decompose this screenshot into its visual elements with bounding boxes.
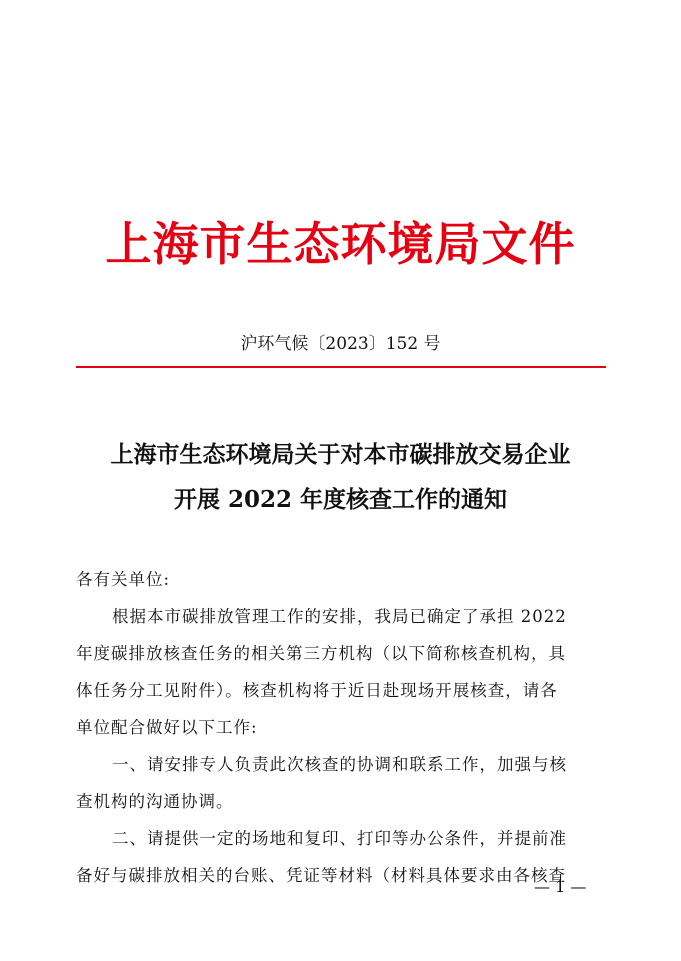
paragraph-1-line-3: 体任务分工见附件）。核查机构将于近日赴现场开展核查，请各 xyxy=(76,681,558,700)
notice-title-line-1: 上海市生态环境局关于对本市碳排放交易企业 xyxy=(110,441,571,468)
item-1-line-2: 查机构的沟通协调。 xyxy=(76,792,234,811)
document-number: 沪环气候〔2023〕152 号 xyxy=(240,334,441,354)
item-2-line-1: 二、请提供一定的场地和复印、打印等办公条件，并提前准 xyxy=(112,829,567,848)
notice-title-line-2: 开展 2022 年度核查工作的通知 xyxy=(173,486,508,513)
item-2-line-2: 备好与碳排放相关的台账、凭证等材料（材料具体要求由各核查 xyxy=(76,866,566,885)
paragraph-1-line-4: 单位配合做好以下工作: xyxy=(76,718,258,737)
item-1-line-1: 一、请安排专人负责此次核查的协调和联系工作，加强与核 xyxy=(112,755,567,774)
issuing-org-title: 上海市生态环境局文件 xyxy=(105,217,576,271)
page-number: — 1 — xyxy=(534,877,587,896)
red-separator-line xyxy=(76,366,606,368)
notice-body xyxy=(76,561,610,894)
salutation: 各有关单位: xyxy=(76,570,171,589)
paragraph-1-line-2: 年度碳排放核查任务的相关第三方机构（以下简称核查机构，具 xyxy=(76,644,566,663)
paragraph-1-line-1: 根据本市碳排放管理工作的安排，我局已确定了承担 2022 xyxy=(112,607,567,626)
notice-title xyxy=(0,432,681,522)
